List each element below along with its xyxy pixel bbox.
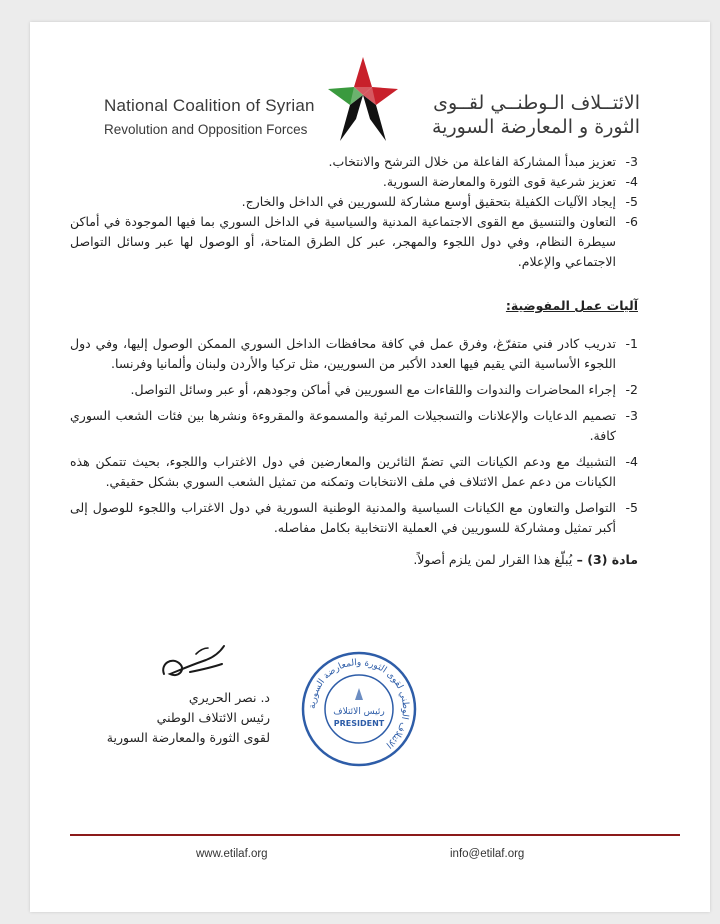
article-text: يُبلّغ هذا القرار لمن يلزم أصولاً.: [413, 552, 573, 567]
stamp-star-icon: [355, 688, 363, 700]
handwritten-signature: [150, 634, 230, 686]
item-number: 2-: [625, 382, 638, 397]
letterhead: [30, 22, 710, 152]
item-number: 3-: [625, 408, 638, 423]
stamp-ring-text: الائتلاف الوطني لقوى الثورة والمعارضة السورية: [307, 657, 411, 750]
item-text: التشبيك مع ودعم الكيانات التي تضمّ الثائرين والمعارضين في دول الاغتراب واللجوء، بحيث تتمكن هذه الكيانات من دعم عمل الائتلاف في ملف الانتخابات وتمكنه من تمثيل الشعب السوري بشكل حقيقي.: [70, 454, 616, 489]
list-item: [70, 406, 638, 446]
list-item: [70, 380, 638, 400]
article-3: [70, 550, 638, 570]
item-text: تصميم الدعايات والإعلانات والتسجيلات المرئية والمسموعة والمقروءة ونشرها بين فئات الشعب السوري كافة.: [70, 408, 616, 443]
list-item: [70, 452, 638, 492]
article-label: مادة (3) –: [576, 552, 638, 567]
item-text: إجراء المحاضرات والندوات واللقاءات مع السوريين في أماكن وجودهم، أو عبر وسائل التواصل.: [130, 382, 616, 397]
footer-email-link[interactable]: info@etilaf.org: [450, 848, 525, 860]
list-item: [70, 334, 638, 374]
signer-block: [70, 688, 270, 748]
signer-title-line2: لقوى الثورة والمعارضة السورية: [106, 730, 270, 745]
item-text: إيجاد الآليات الكفيلة بتحقيق أوسع مشاركة للسوريين في الداخل والخارج.: [241, 194, 616, 209]
org-name-ar-line2: الثورة و المعارضة السورية: [431, 116, 640, 138]
objectives-list: [70, 152, 638, 272]
section-heading: آليات عمل المفوضية:: [505, 298, 638, 313]
item-text: تدريب كادر فني متفرّغ، وفرق عمل في كافة محافظات الداخل السوري الممكن الوصول إليها، وفي دول اللجوء الأساسية التي يقيم فيها العدد الأكبر من السوريين، مثل تركيا والأردن ولبنان وألمانيا وفرنسا.: [70, 336, 616, 371]
item-text: التعاون والتنسيق مع القوى الاجتماعية المدنية والسياسية في الداخل السوري بما فيها الموجودة في أماكن سيطرة النظام، وفي دول اللجوء والمهجر، عبر كل الطرق المتاحة، أو الوصول لها عبر وسائل التواصل الاجتماعي والإعلام.: [70, 214, 616, 269]
item-number: 1-: [625, 336, 638, 351]
item-number: 5-: [625, 500, 638, 515]
document-page: [30, 22, 710, 912]
item-text: التواصل والتعاون مع الكيانات السياسية والمدنية الوطنية السورية في دول الاغتراب واللجوء للوصول إلى أكبر تمثيل ومشاركة للسوريين في العملية الانتخابية بكامل مفاصله.: [70, 500, 616, 535]
org-name-arabic: [402, 92, 640, 138]
footer-website-link[interactable]: www.etilaf.org: [196, 848, 268, 860]
signer-title-line1: رئيس الائتلاف الوطني: [156, 710, 270, 725]
item-number: 4-: [625, 174, 638, 189]
item-text: تعزيز مبدأ المشاركة الفاعلة من خلال الترشح والانتخاب.: [328, 154, 616, 169]
list-item: [70, 192, 638, 212]
list-item: [70, 172, 638, 192]
list-item: [70, 152, 638, 172]
official-stamp: [300, 650, 418, 768]
org-name-en-line1: National Coalition of Syrian: [104, 96, 315, 115]
item-text: تعزيز شرعية قوى الثورة والمعارضة السورية.: [382, 174, 616, 189]
org-name-ar-line1: الائتــلاف الـوطنــي لقــوى: [433, 92, 640, 114]
list-item: [70, 498, 638, 538]
item-number: 4-: [625, 454, 638, 469]
list-item: [70, 212, 638, 272]
item-number: 6-: [625, 214, 638, 229]
item-number: 5-: [625, 194, 638, 209]
stamp-center-ar: رئيس الائتلاف: [333, 707, 385, 717]
coalition-star-logo: [326, 55, 400, 145]
stamp-center-en: PRESIDENT: [333, 719, 385, 728]
footer-divider: [70, 834, 680, 836]
document-body: [70, 152, 638, 570]
signer-name: د. نصر الحريري: [188, 690, 270, 705]
org-name-en-line2: Revolution and Opposition Forces: [104, 122, 308, 137]
item-number: 3-: [625, 154, 638, 169]
mechanisms-list: [70, 334, 638, 538]
org-name-english: [104, 96, 315, 137]
